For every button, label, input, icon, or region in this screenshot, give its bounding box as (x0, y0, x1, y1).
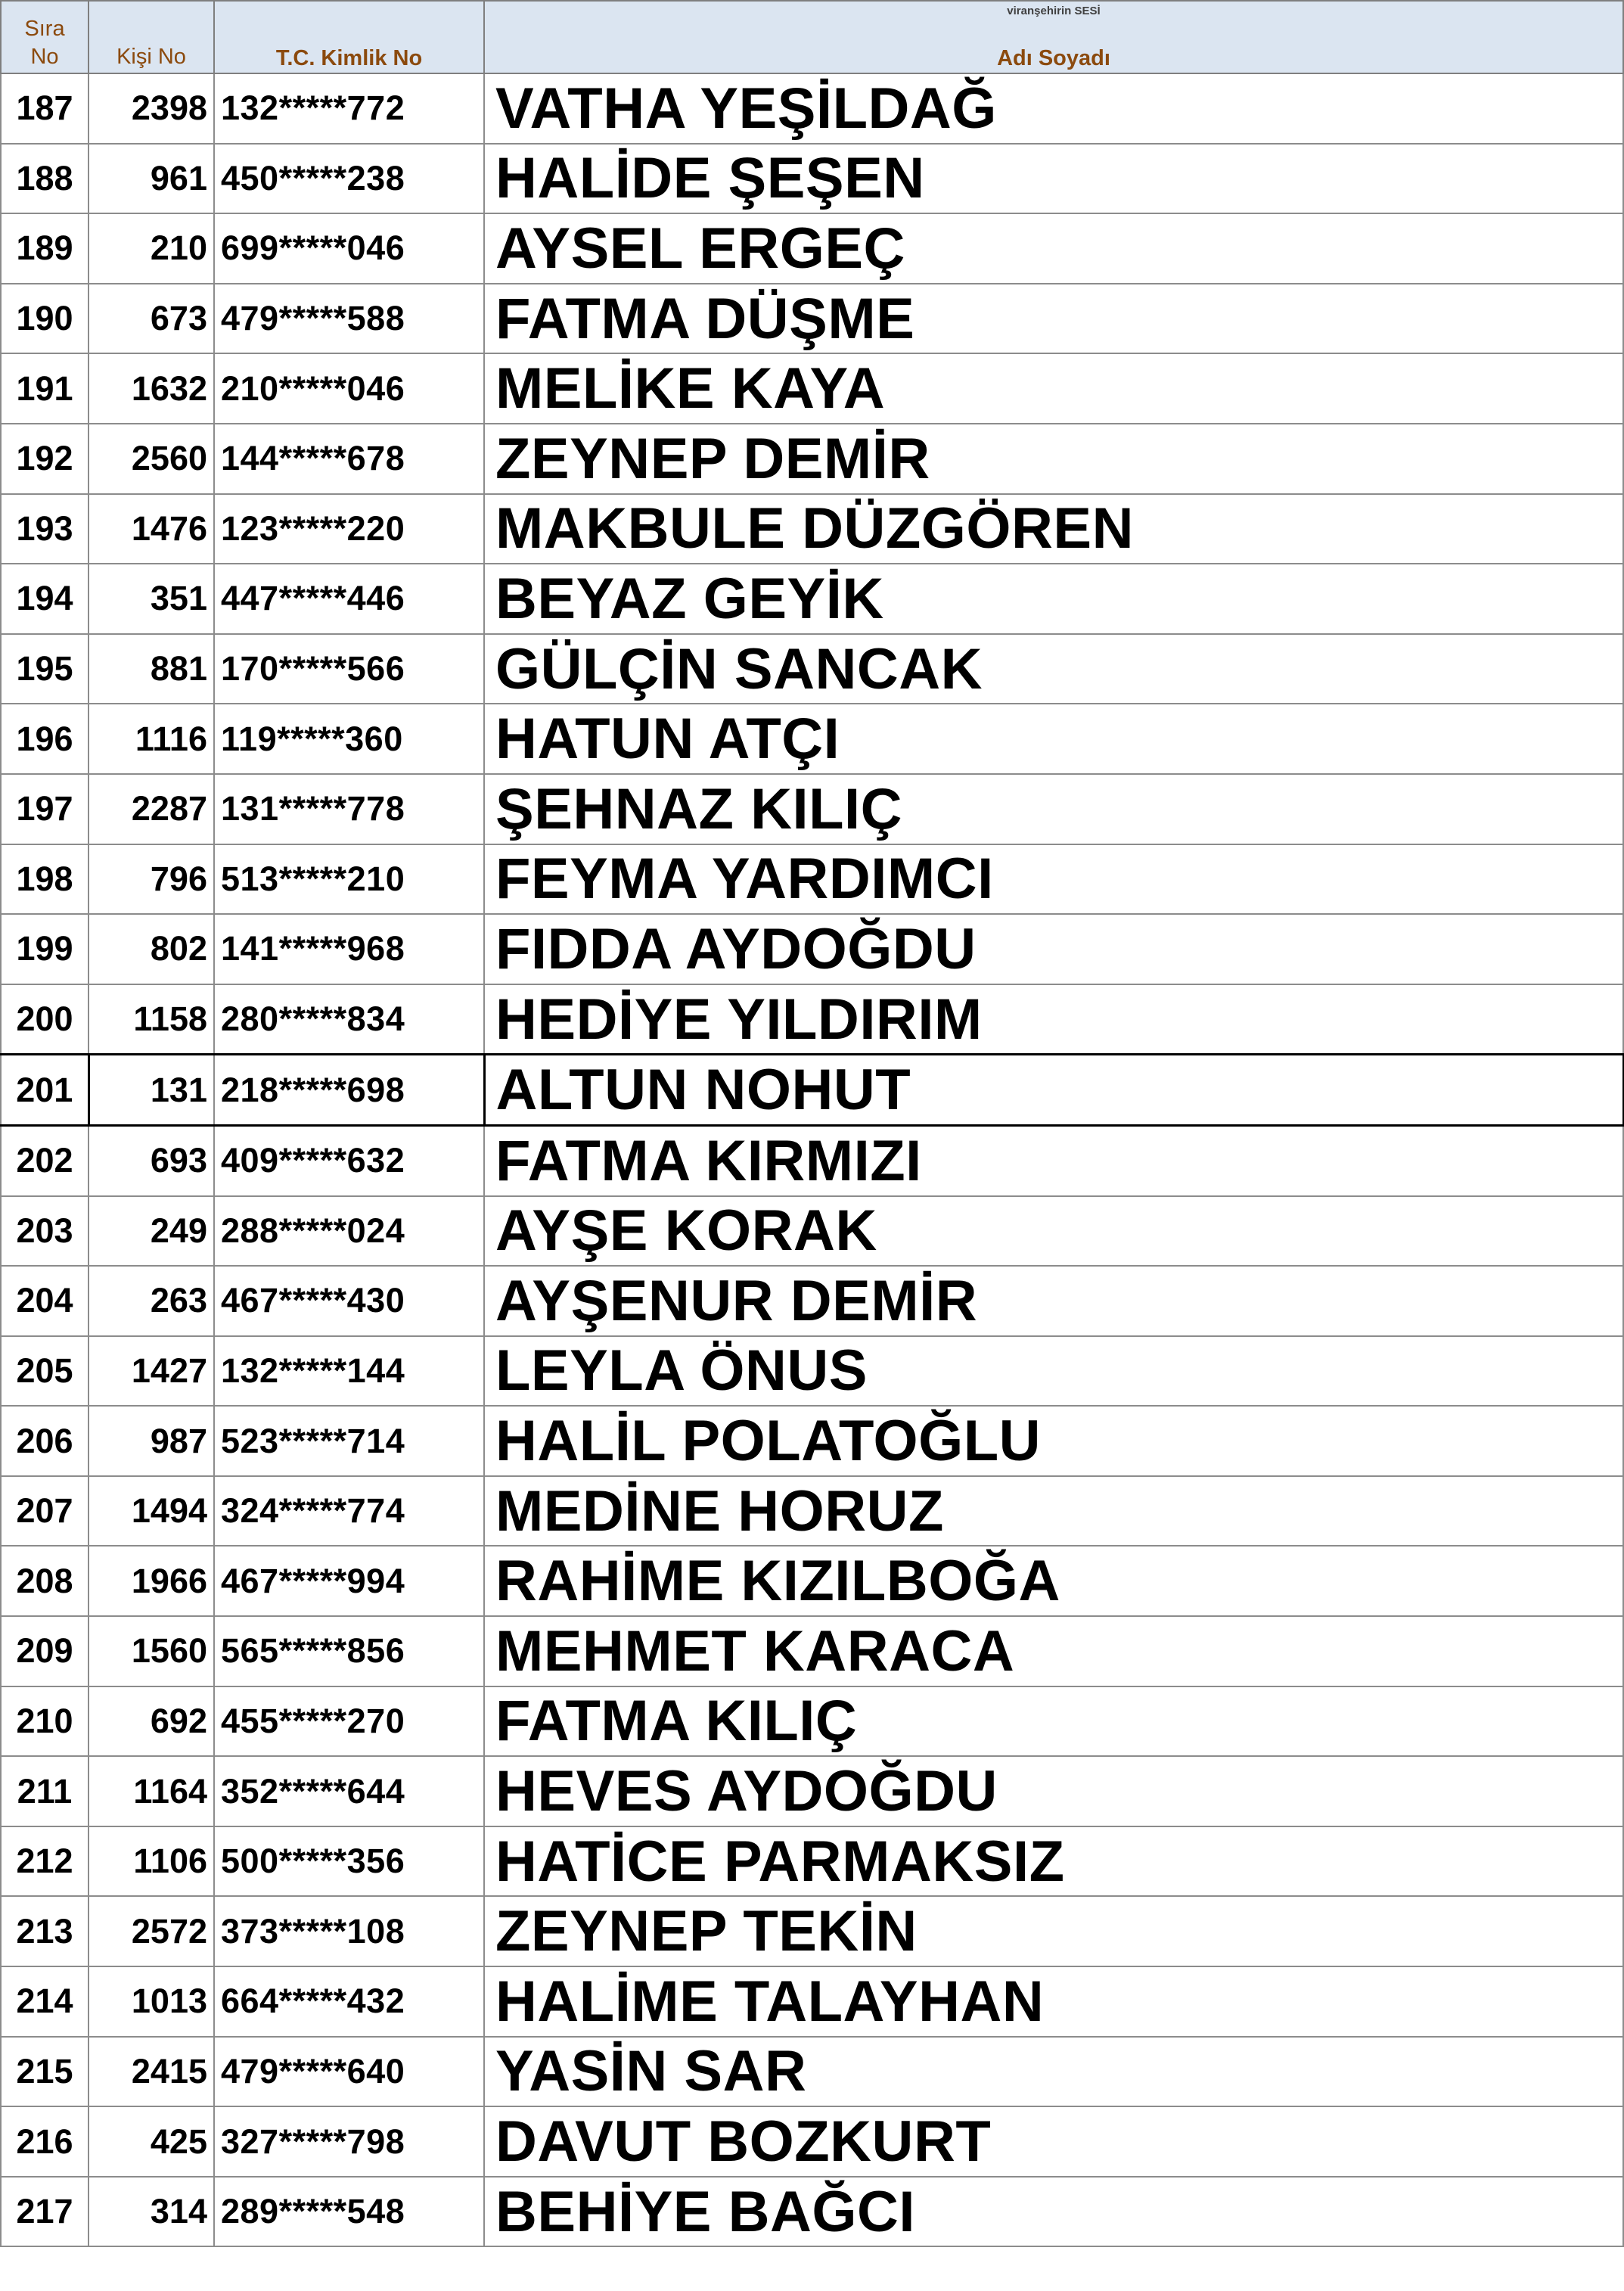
table-row[interactable] (1, 2177, 1623, 2247)
cell-sira-no[interactable]: 199 (1, 914, 88, 984)
table-row[interactable] (1, 1476, 1623, 1547)
cell-kisi-no[interactable]: 2287 (88, 774, 214, 844)
cell-kisi-no[interactable]: 1158 (88, 984, 214, 1055)
cell-tc-kimlik-no[interactable]: 409*****632 (214, 1125, 484, 1195)
cell-sira-no[interactable]: 192 (1, 424, 88, 494)
table-row[interactable] (1, 1896, 1623, 1966)
cell-tc-kimlik-no[interactable]: 280*****834 (214, 984, 484, 1055)
table-row[interactable] (1, 494, 1623, 564)
cell-adi-soyadi[interactable]: LEYLA ÖNUS (484, 1336, 1623, 1407)
cell-kisi-no[interactable]: 1966 (88, 1546, 214, 1616)
table-row[interactable] (1, 424, 1623, 494)
cell-kisi-no[interactable]: 1632 (88, 353, 214, 424)
cell-tc-kimlik-no[interactable]: 132*****144 (214, 1336, 484, 1407)
cell-adi-soyadi[interactable]: FATMA DÜŞME (484, 284, 1623, 354)
cell-adi-soyadi[interactable]: ALTUN NOHUT (484, 1055, 1623, 1126)
cell-kisi-no[interactable]: 961 (88, 144, 214, 214)
cell-tc-kimlik-no[interactable]: 699*****046 (214, 213, 484, 284)
column-header-adi-soyadi[interactable] (484, 1, 1623, 73)
cell-kisi-no[interactable]: 1116 (88, 704, 214, 774)
cell-tc-kimlik-no[interactable]: 373*****108 (214, 1896, 484, 1966)
cell-adi-soyadi[interactable]: BEHİYE BAĞCI (484, 2177, 1623, 2247)
cell-tc-kimlik-no[interactable]: 467*****994 (214, 1546, 484, 1616)
cell-adi-soyadi[interactable]: ZEYNEP TEKİN (484, 1896, 1623, 1966)
cell-tc-kimlik-no[interactable]: 455*****270 (214, 1686, 484, 1757)
cell-adi-soyadi[interactable]: HEVES AYDOĞDU (484, 1756, 1623, 1826)
cell-sira-no[interactable]: 194 (1, 564, 88, 634)
kisi-header-label: Kişi No (116, 45, 186, 69)
cell-adi-soyadi[interactable]: HATİCE PARMAKSIZ (484, 1826, 1623, 1897)
table-row[interactable] (1, 2037, 1623, 2107)
cell-tc-kimlik-no[interactable]: 479*****588 (214, 284, 484, 354)
cell-sira-no[interactable]: 208 (1, 1546, 88, 1616)
cell-adi-soyadi[interactable]: FEYMA YARDIMCI (484, 844, 1623, 915)
cell-sira-no[interactable]: 191 (1, 353, 88, 424)
cell-adi-soyadi[interactable]: RAHİME KIZILBOĞA (484, 1546, 1623, 1616)
cell-sira-no[interactable]: 202 (1, 1125, 88, 1195)
cell-sira-no[interactable]: 206 (1, 1406, 88, 1476)
table-row[interactable] (1, 1196, 1623, 1267)
cell-kisi-no[interactable]: 210 (88, 213, 214, 284)
cell-adi-soyadi[interactable]: MEDİNE HORUZ (484, 1476, 1623, 1547)
cell-adi-soyadi[interactable]: FATMA KIRMIZI (484, 1125, 1623, 1195)
cell-tc-kimlik-no[interactable]: 132*****772 (214, 73, 484, 144)
cell-sira-no[interactable]: 209 (1, 1616, 88, 1686)
cell-tc-kimlik-no[interactable]: 144*****678 (214, 424, 484, 494)
cell-adi-soyadi[interactable]: AYSEL ERGEÇ (484, 213, 1623, 284)
cell-kisi-no[interactable]: 2415 (88, 2037, 214, 2107)
table-row[interactable] (1, 1616, 1623, 1686)
cell-sira-no[interactable]: 193 (1, 494, 88, 564)
cell-sira-no[interactable]: 200 (1, 984, 88, 1055)
cell-kisi-no[interactable]: 881 (88, 634, 214, 704)
cell-tc-kimlik-no[interactable]: 170*****566 (214, 634, 484, 704)
cell-tc-kimlik-no[interactable]: 218*****698 (214, 1055, 484, 1126)
cell-adi-soyadi[interactable]: HATUN ATÇI (484, 704, 1623, 774)
table-body (1, 73, 1623, 2246)
cell-kisi-no[interactable]: 692 (88, 1686, 214, 1757)
table-row[interactable] (1, 774, 1623, 844)
cell-kisi-no[interactable]: 673 (88, 284, 214, 354)
table-row[interactable] (1, 284, 1623, 354)
cell-kisi-no[interactable]: 2398 (88, 73, 214, 144)
cell-adi-soyadi[interactable]: HEDİYE YILDIRIM (484, 984, 1623, 1055)
cell-sira-no[interactable]: 211 (1, 1756, 88, 1826)
cell-sira-no[interactable]: 188 (1, 144, 88, 214)
cell-tc-kimlik-no[interactable]: 565*****856 (214, 1616, 484, 1686)
cell-adi-soyadi[interactable]: GÜLÇİN SANCAK (484, 634, 1623, 704)
table-row[interactable] (1, 1266, 1623, 1336)
table-row[interactable] (1, 1966, 1623, 2037)
cell-sira-no[interactable]: 215 (1, 2037, 88, 2107)
header-row (1, 1, 1623, 73)
table-row[interactable] (1, 564, 1623, 634)
table-row[interactable] (1, 353, 1623, 424)
cell-kisi-no[interactable]: 1106 (88, 1826, 214, 1897)
cell-kisi-no[interactable]: 351 (88, 564, 214, 634)
cell-tc-kimlik-no[interactable]: 523*****714 (214, 1406, 484, 1476)
cell-kisi-no[interactable]: 796 (88, 844, 214, 915)
cell-sira-no[interactable]: 216 (1, 2106, 88, 2177)
cell-sira-no[interactable]: 214 (1, 1966, 88, 2037)
cell-tc-kimlik-no[interactable]: 123*****220 (214, 494, 484, 564)
cell-adi-soyadi[interactable]: ŞEHNAZ KILIÇ (484, 774, 1623, 844)
cell-adi-soyadi[interactable]: HALİL POLATOĞLU (484, 1406, 1623, 1476)
cell-tc-kimlik-no[interactable]: 324*****774 (214, 1476, 484, 1547)
cell-kisi-no[interactable]: 802 (88, 914, 214, 984)
cell-kisi-no[interactable]: 1560 (88, 1616, 214, 1686)
sira-header-line1: Sıra (24, 17, 65, 41)
cell-tc-kimlik-no[interactable]: 119*****360 (214, 704, 484, 774)
cell-adi-soyadi[interactable]: MELİKE KAYA (484, 353, 1623, 424)
document-title: viranşehirin SESİ (1007, 5, 1101, 17)
table-row[interactable] (1, 213, 1623, 284)
table-row[interactable] (1, 1125, 1623, 1195)
column-header-tc-kimlik-no[interactable] (214, 1, 484, 73)
cell-tc-kimlik-no[interactable]: 500*****356 (214, 1826, 484, 1897)
table-row[interactable] (1, 1406, 1623, 1476)
cell-sira-no[interactable]: 205 (1, 1336, 88, 1407)
cell-tc-kimlik-no[interactable]: 479*****640 (214, 2037, 484, 2107)
table-row[interactable] (1, 1055, 1623, 1126)
cell-kisi-no[interactable]: 1476 (88, 494, 214, 564)
cell-adi-soyadi[interactable]: ZEYNEP DEMİR (484, 424, 1623, 494)
cell-tc-kimlik-no[interactable]: 352*****644 (214, 1756, 484, 1826)
cell-adi-soyadi[interactable]: FATMA KILIÇ (484, 1686, 1623, 1757)
cell-kisi-no[interactable]: 1164 (88, 1756, 214, 1826)
cell-adi-soyadi[interactable]: AYŞE KORAK (484, 1196, 1623, 1267)
cell-adi-soyadi[interactable]: VATHA YEŞİLDAĞ (484, 73, 1623, 144)
cell-sira-no[interactable]: 213 (1, 1896, 88, 1966)
cell-kisi-no[interactable]: 1427 (88, 1336, 214, 1407)
table-row[interactable] (1, 1826, 1623, 1897)
cell-kisi-no[interactable]: 987 (88, 1406, 214, 1476)
cell-adi-soyadi[interactable]: YASİN SAR (484, 2037, 1623, 2107)
cell-tc-kimlik-no[interactable]: 288*****024 (214, 1196, 484, 1267)
table-row[interactable] (1, 1546, 1623, 1616)
cell-kisi-no[interactable]: 2572 (88, 1896, 214, 1966)
cell-sira-no[interactable]: 203 (1, 1196, 88, 1267)
cell-tc-kimlik-no[interactable]: 141*****968 (214, 914, 484, 984)
table-row[interactable] (1, 73, 1623, 144)
table-row[interactable] (1, 914, 1623, 984)
cell-kisi-no[interactable]: 314 (88, 2177, 214, 2247)
cell-sira-no[interactable]: 217 (1, 2177, 88, 2247)
column-header-sira-no[interactable] (1, 1, 88, 73)
cell-sira-no[interactable]: 207 (1, 1476, 88, 1547)
cell-adi-soyadi[interactable]: BEYAZ GEYİK (484, 564, 1623, 634)
cell-adi-soyadi[interactable]: HALİDE ŞEŞEN (484, 144, 1623, 214)
cell-tc-kimlik-no[interactable]: 447*****446 (214, 564, 484, 634)
cell-sira-no[interactable]: 197 (1, 774, 88, 844)
table-row[interactable] (1, 844, 1623, 915)
column-header-kisi-no[interactable] (88, 1, 214, 73)
cell-sira-no[interactable]: 187 (1, 73, 88, 144)
cell-tc-kimlik-no[interactable]: 327*****798 (214, 2106, 484, 2177)
table-row[interactable] (1, 2106, 1623, 2177)
cell-adi-soyadi[interactable]: DAVUT BOZKURT (484, 2106, 1623, 2177)
cell-sira-no[interactable]: 210 (1, 1686, 88, 1757)
cell-kisi-no[interactable]: 2560 (88, 424, 214, 494)
cell-adi-soyadi[interactable]: MAKBULE DÜZGÖREN (484, 494, 1623, 564)
table-row[interactable] (1, 984, 1623, 1055)
cell-kisi-no[interactable]: 131 (88, 1055, 214, 1126)
tc-header-label: T.C. Kimlik No (275, 46, 423, 70)
ad-header-label: Adı Soyadı (997, 46, 1110, 70)
cell-kisi-no[interactable]: 425 (88, 2106, 214, 2177)
cell-adi-soyadi[interactable]: HALİME TALAYHAN (484, 1966, 1623, 2037)
table-row[interactable] (1, 1686, 1623, 1757)
cell-adi-soyadi[interactable]: MEHMET KARACA (484, 1616, 1623, 1686)
cell-kisi-no[interactable]: 1494 (88, 1476, 214, 1547)
table-row[interactable] (1, 704, 1623, 774)
cell-sira-no[interactable]: 204 (1, 1266, 88, 1336)
cell-tc-kimlik-no[interactable]: 664*****432 (214, 1966, 484, 2037)
cell-adi-soyadi[interactable]: FIDDA AYDOĞDU (484, 914, 1623, 984)
cell-kisi-no[interactable]: 249 (88, 1196, 214, 1267)
table-row[interactable] (1, 1336, 1623, 1407)
cell-tc-kimlik-no[interactable]: 467*****430 (214, 1266, 484, 1336)
cell-kisi-no[interactable]: 1013 (88, 1966, 214, 2037)
cell-sira-no[interactable]: 195 (1, 634, 88, 704)
cell-kisi-no[interactable]: 693 (88, 1125, 214, 1195)
cell-tc-kimlik-no[interactable]: 289*****548 (214, 2177, 484, 2247)
cell-tc-kimlik-no[interactable]: 513*****210 (214, 844, 484, 915)
cell-sira-no[interactable]: 196 (1, 704, 88, 774)
cell-tc-kimlik-no[interactable]: 210*****046 (214, 353, 484, 424)
table-row[interactable] (1, 634, 1623, 704)
cell-sira-no[interactable]: 201 (1, 1055, 88, 1126)
cell-kisi-no[interactable]: 263 (88, 1266, 214, 1336)
cell-sira-no[interactable]: 189 (1, 213, 88, 284)
cell-sira-no[interactable]: 190 (1, 284, 88, 354)
cell-adi-soyadi[interactable]: AYŞENUR DEMİR (484, 1266, 1623, 1336)
cell-sira-no[interactable]: 212 (1, 1826, 88, 1897)
table-row[interactable] (1, 1756, 1623, 1826)
sira-header-line2: No (30, 45, 59, 69)
table-row[interactable] (1, 144, 1623, 214)
cell-tc-kimlik-no[interactable]: 450*****238 (214, 144, 484, 214)
cell-sira-no[interactable]: 198 (1, 844, 88, 915)
cell-tc-kimlik-no[interactable]: 131*****778 (214, 774, 484, 844)
